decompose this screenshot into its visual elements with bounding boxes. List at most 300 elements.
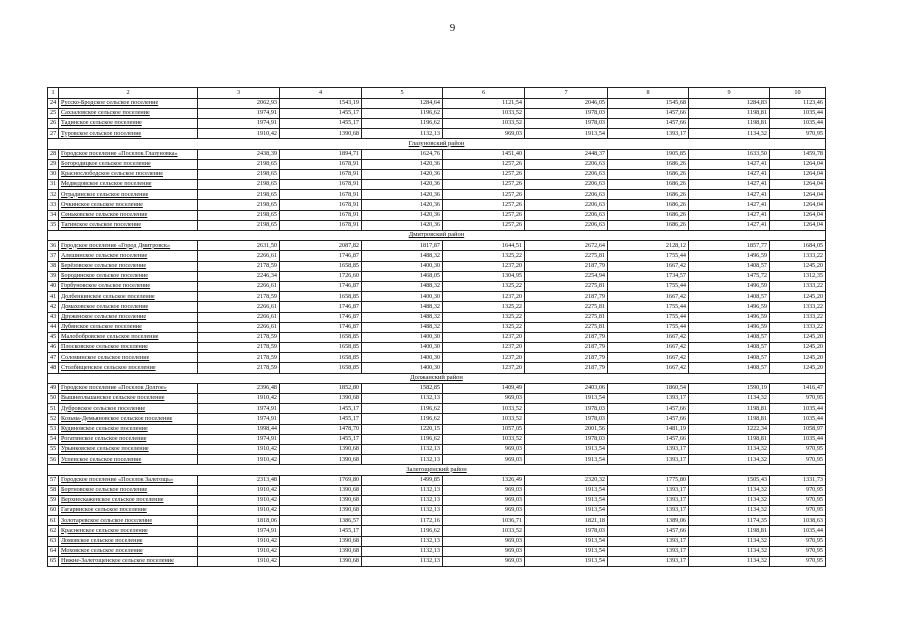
value-cell: 1667,42 xyxy=(608,353,689,363)
table-row xyxy=(48,200,826,210)
value-cell: 1331,73 xyxy=(770,475,826,485)
value-cell: 2403,06 xyxy=(525,383,608,393)
value-cell: 969,03 xyxy=(443,557,525,567)
row-number: 37 xyxy=(48,251,59,261)
value-cell: 2206,63 xyxy=(525,169,608,179)
row-number: 39 xyxy=(48,271,59,281)
table-row xyxy=(48,322,826,332)
value-cell: 1033,52 xyxy=(443,404,525,414)
value-cell: 1913,54 xyxy=(525,506,608,516)
table-row xyxy=(48,129,826,139)
row-number: 38 xyxy=(48,261,59,271)
table-row xyxy=(48,180,826,190)
settlement-name: Городское поселение «Город Дмитровск» xyxy=(59,241,198,251)
value-cell: 2178,59 xyxy=(198,261,280,271)
value-cell: 1420,36 xyxy=(362,180,443,190)
value-cell: 969,03 xyxy=(443,495,525,505)
value-cell: 1196,62 xyxy=(362,434,443,444)
table-row xyxy=(48,404,826,414)
row-number: 28 xyxy=(48,149,59,159)
value-cell: 1393,17 xyxy=(608,485,689,495)
value-cell: 2275,81 xyxy=(525,281,608,291)
value-cell: 1257,26 xyxy=(443,190,525,200)
value-cell: 1910,42 xyxy=(198,557,280,567)
table-row xyxy=(48,455,826,465)
value-cell: 1488,32 xyxy=(362,312,443,322)
value-cell: 1237,20 xyxy=(443,332,525,342)
settlement-name: Гагаринское сельское поселение xyxy=(59,506,198,516)
row-number: 52 xyxy=(48,414,59,424)
value-cell: 1427,41 xyxy=(689,220,770,230)
value-cell: 1910,42 xyxy=(198,536,280,546)
value-cell: 1420,36 xyxy=(362,190,443,200)
value-cell: 1257,26 xyxy=(443,180,525,190)
settlement-name: Очкинское сельское поселение xyxy=(59,200,198,210)
value-cell: 1325,22 xyxy=(443,251,525,261)
value-cell: 2206,63 xyxy=(525,159,608,169)
value-cell: 1455,17 xyxy=(280,108,362,118)
value-cell: 970,95 xyxy=(770,485,826,495)
value-cell: 1257,26 xyxy=(443,220,525,230)
value-cell: 2187,79 xyxy=(525,343,608,353)
table-row xyxy=(48,149,826,159)
value-cell: 1488,32 xyxy=(362,251,443,261)
value-cell: 1457,66 xyxy=(608,526,689,536)
row-number: 25 xyxy=(48,108,59,118)
table-row xyxy=(48,159,826,169)
value-cell: 2198,65 xyxy=(198,190,280,200)
value-cell: 1459,78 xyxy=(770,149,826,159)
value-cell: 1416,47 xyxy=(770,383,826,393)
value-cell: 1393,17 xyxy=(608,536,689,546)
table-row xyxy=(48,220,826,230)
value-cell: 1134,32 xyxy=(689,485,770,495)
value-cell: 1818,06 xyxy=(198,516,280,526)
value-cell: 1198,81 xyxy=(689,414,770,424)
value-cell: 1325,22 xyxy=(443,322,525,332)
settlement-name: Русско-Бродское сельское поселение xyxy=(59,98,198,108)
value-cell: 2206,63 xyxy=(525,210,608,220)
value-cell: 969,03 xyxy=(443,536,525,546)
tariff-table xyxy=(47,87,826,567)
value-cell: 1132,13 xyxy=(362,455,443,465)
settlement-name: Долбенкинское сельское поселение xyxy=(59,292,198,302)
value-cell: 969,03 xyxy=(443,506,525,516)
value-cell: 1658,85 xyxy=(280,343,362,353)
district-name: Должанский район xyxy=(48,373,826,383)
row-number: 59 xyxy=(48,495,59,505)
value-cell: 1478,70 xyxy=(280,424,362,434)
value-cell: 1420,36 xyxy=(362,169,443,179)
value-cell: 1198,81 xyxy=(689,526,770,536)
table-row xyxy=(48,251,826,261)
value-cell: 1667,42 xyxy=(608,292,689,302)
settlement-name: Тадинское сельское поселение xyxy=(59,118,198,128)
value-cell: 1393,17 xyxy=(608,129,689,139)
table-row xyxy=(48,424,826,434)
value-cell: 1678,91 xyxy=(280,200,362,210)
value-cell: 1468,05 xyxy=(362,271,443,281)
value-cell: 1132,13 xyxy=(362,495,443,505)
row-number: 43 xyxy=(48,312,59,322)
value-cell: 1389,06 xyxy=(608,516,689,526)
value-cell: 1325,22 xyxy=(443,312,525,322)
value-cell: 1312,35 xyxy=(770,271,826,281)
value-cell: 1667,42 xyxy=(608,343,689,353)
value-cell: 1726,60 xyxy=(280,271,362,281)
value-cell: 1913,54 xyxy=(525,485,608,495)
value-cell: 2062,93 xyxy=(198,98,280,108)
column-number-row xyxy=(48,88,826,99)
value-cell: 1035,44 xyxy=(770,414,826,424)
value-cell: 1852,80 xyxy=(280,383,362,393)
value-cell: 1910,42 xyxy=(198,495,280,505)
value-cell: 1196,62 xyxy=(362,118,443,128)
value-cell: 969,03 xyxy=(443,129,525,139)
value-cell: 1408,57 xyxy=(689,332,770,342)
value-cell: 1390,68 xyxy=(280,495,362,505)
row-number: 55 xyxy=(48,444,59,454)
table-row xyxy=(48,444,826,454)
value-cell: 1132,13 xyxy=(362,485,443,495)
row-number: 54 xyxy=(48,434,59,444)
column-number-cell: 7 xyxy=(525,88,608,99)
value-cell: 1237,20 xyxy=(443,261,525,271)
row-number: 48 xyxy=(48,363,59,373)
value-cell: 1686,26 xyxy=(608,159,689,169)
value-cell: 1172,16 xyxy=(362,516,443,526)
value-cell: 1427,41 xyxy=(689,169,770,179)
table-row xyxy=(48,271,826,281)
settlement-name: Тагинское сельское поселение xyxy=(59,220,198,230)
value-cell: 1427,41 xyxy=(689,190,770,200)
value-cell: 1198,81 xyxy=(689,434,770,444)
value-cell: 1245,20 xyxy=(770,261,826,271)
value-cell: 1910,42 xyxy=(198,394,280,404)
table-row xyxy=(48,190,826,200)
value-cell: 2198,65 xyxy=(198,180,280,190)
value-cell: 1658,85 xyxy=(280,292,362,302)
table-row xyxy=(48,108,826,118)
value-cell: 1257,26 xyxy=(443,159,525,169)
value-cell: 1134,32 xyxy=(689,506,770,516)
value-cell: 1390,68 xyxy=(280,394,362,404)
settlement-name: Плосковское сельское поселение xyxy=(59,343,198,353)
value-cell: 1035,44 xyxy=(770,434,826,444)
value-cell: 1257,26 xyxy=(443,210,525,220)
value-cell: 1427,41 xyxy=(689,159,770,169)
value-cell: 2206,63 xyxy=(525,220,608,230)
settlement-name: Ломовское сельское поселение xyxy=(59,536,198,546)
value-cell: 1264,04 xyxy=(770,169,826,179)
value-cell: 1817,87 xyxy=(362,241,443,251)
value-cell: 2266,61 xyxy=(198,302,280,312)
value-cell: 1678,91 xyxy=(280,180,362,190)
value-cell: 1910,42 xyxy=(198,485,280,495)
value-cell: 1220,15 xyxy=(362,424,443,434)
value-cell: 1264,04 xyxy=(770,190,826,200)
value-cell: 2178,59 xyxy=(198,292,280,302)
table-row xyxy=(48,536,826,546)
value-cell: 1455,17 xyxy=(280,526,362,536)
value-cell: 1420,36 xyxy=(362,220,443,230)
value-cell: 970,95 xyxy=(770,129,826,139)
row-number: 41 xyxy=(48,292,59,302)
table-row xyxy=(48,414,826,424)
value-cell: 1264,04 xyxy=(770,159,826,169)
value-cell: 1390,68 xyxy=(280,506,362,516)
value-cell: 2254,94 xyxy=(525,271,608,281)
value-cell: 1658,85 xyxy=(280,363,362,373)
value-cell: 1333,22 xyxy=(770,281,826,291)
row-number: 47 xyxy=(48,353,59,363)
value-cell: 2266,61 xyxy=(198,281,280,291)
row-number: 44 xyxy=(48,322,59,332)
settlement-name: Успенское сельское поселение xyxy=(59,455,198,465)
value-cell: 2266,61 xyxy=(198,251,280,261)
value-cell: 1451,40 xyxy=(443,149,525,159)
value-cell: 2178,59 xyxy=(198,353,280,363)
value-cell: 2396,48 xyxy=(198,383,280,393)
value-cell: 970,95 xyxy=(770,506,826,516)
value-cell: 1198,81 xyxy=(689,108,770,118)
settlement-name: Козьма-Демьяновское сельское поселение xyxy=(59,414,198,424)
table-row xyxy=(48,281,826,291)
district-header-row xyxy=(48,465,826,475)
value-cell: 969,03 xyxy=(443,455,525,465)
table-row xyxy=(48,546,826,556)
value-cell: 1857,77 xyxy=(689,241,770,251)
value-cell: 1264,04 xyxy=(770,210,826,220)
value-cell: 2001,56 xyxy=(525,424,608,434)
value-cell: 1974,91 xyxy=(198,404,280,414)
value-cell: 1325,22 xyxy=(443,302,525,312)
value-cell: 2128,12 xyxy=(608,241,689,251)
value-cell: 1132,13 xyxy=(362,506,443,516)
value-cell: 2046,05 xyxy=(525,98,608,108)
value-cell: 1134,32 xyxy=(689,394,770,404)
value-cell: 1686,26 xyxy=(608,169,689,179)
value-cell: 1860,54 xyxy=(608,383,689,393)
table-row xyxy=(48,394,826,404)
settlement-name: Кудиновское сельское поселение xyxy=(59,424,198,434)
column-number-cell: 6 xyxy=(443,88,525,99)
value-cell: 970,95 xyxy=(770,495,826,505)
value-cell: 1746,87 xyxy=(280,312,362,322)
page-number: 9 xyxy=(449,22,456,34)
value-cell: 1746,87 xyxy=(280,302,362,312)
value-cell: 1455,17 xyxy=(280,414,362,424)
value-cell: 1134,32 xyxy=(689,495,770,505)
table-row xyxy=(48,495,826,505)
value-cell: 1998,44 xyxy=(198,424,280,434)
row-number: 33 xyxy=(48,200,59,210)
table-row xyxy=(48,312,826,322)
value-cell: 1667,42 xyxy=(608,363,689,373)
value-cell: 2187,79 xyxy=(525,332,608,342)
value-cell: 1910,42 xyxy=(198,546,280,556)
value-cell: 1457,66 xyxy=(608,414,689,424)
value-cell: 1033,52 xyxy=(443,526,525,536)
value-cell: 1196,62 xyxy=(362,404,443,414)
value-cell: 1257,26 xyxy=(443,200,525,210)
settlement-name: Городское поселение «Поселок Глазуновка» xyxy=(59,149,198,159)
value-cell: 1035,44 xyxy=(770,526,826,536)
row-number: 27 xyxy=(48,129,59,139)
value-cell: 1910,42 xyxy=(198,444,280,454)
district-name: Дмитровский район xyxy=(48,231,826,241)
value-cell: 1913,54 xyxy=(525,394,608,404)
value-cell: 1894,71 xyxy=(280,149,362,159)
value-cell: 1496,59 xyxy=(689,322,770,332)
settlement-name: Городское поселение «Поселок Долгое» xyxy=(59,383,198,393)
value-cell: 1245,20 xyxy=(770,343,826,353)
value-cell: 1174,35 xyxy=(689,516,770,526)
value-cell: 1658,85 xyxy=(280,332,362,342)
value-cell: 2275,81 xyxy=(525,312,608,322)
value-cell: 2198,65 xyxy=(198,210,280,220)
value-cell: 1457,66 xyxy=(608,118,689,128)
row-number: 50 xyxy=(48,394,59,404)
row-number: 53 xyxy=(48,424,59,434)
value-cell: 1905,85 xyxy=(608,149,689,159)
row-number: 45 xyxy=(48,332,59,342)
value-cell: 1264,04 xyxy=(770,200,826,210)
value-cell: 1036,71 xyxy=(443,516,525,526)
value-cell: 1488,32 xyxy=(362,302,443,312)
value-cell: 1134,32 xyxy=(689,557,770,567)
value-cell: 969,03 xyxy=(443,444,525,454)
row-number: 30 xyxy=(48,169,59,179)
value-cell: 2187,79 xyxy=(525,353,608,363)
value-cell: 1678,91 xyxy=(280,210,362,220)
value-cell: 1543,19 xyxy=(280,98,362,108)
value-cell: 1667,42 xyxy=(608,332,689,342)
value-cell: 1132,13 xyxy=(362,557,443,567)
value-cell: 1913,54 xyxy=(525,455,608,465)
value-cell: 1393,17 xyxy=(608,506,689,516)
value-cell: 1978,03 xyxy=(525,118,608,128)
value-cell: 2198,65 xyxy=(198,220,280,230)
settlement-name: Столбищенское сельское поселение xyxy=(59,363,198,373)
value-cell: 2275,81 xyxy=(525,251,608,261)
row-number: 32 xyxy=(48,190,59,200)
value-cell: 1910,42 xyxy=(198,129,280,139)
value-cell: 1408,57 xyxy=(689,292,770,302)
value-cell: 1408,57 xyxy=(689,261,770,271)
value-cell: 2187,79 xyxy=(525,261,608,271)
district-header-row xyxy=(48,373,826,383)
value-cell: 1457,66 xyxy=(608,108,689,118)
value-cell: 1245,20 xyxy=(770,353,826,363)
settlement-name: Вышнеольшанское сельское поселение xyxy=(59,394,198,404)
value-cell: 1678,91 xyxy=(280,220,362,230)
value-cell: 1400,30 xyxy=(362,292,443,302)
settlement-name: Городское поселение «Поселок Залегощь» xyxy=(59,475,198,485)
value-cell: 1913,54 xyxy=(525,557,608,567)
district-header-row xyxy=(48,139,826,149)
value-cell: 1035,44 xyxy=(770,404,826,414)
value-cell: 1121,54 xyxy=(443,98,525,108)
row-number: 49 xyxy=(48,383,59,393)
value-cell: 2246,34 xyxy=(198,271,280,281)
settlement-name: Бородинское сельское поселение xyxy=(59,271,198,281)
settlement-name: Сахзаловское сельское поселение xyxy=(59,108,198,118)
settlement-name: Домаховское сельское поселение xyxy=(59,302,198,312)
value-cell: 1427,41 xyxy=(689,180,770,190)
value-cell: 1326,49 xyxy=(443,475,525,485)
value-cell: 1409,49 xyxy=(443,383,525,393)
value-cell: 1481,19 xyxy=(608,424,689,434)
value-cell: 2187,79 xyxy=(525,292,608,302)
district-name: Глазуновский район xyxy=(48,139,826,149)
value-cell: 1624,76 xyxy=(362,149,443,159)
value-cell: 1245,20 xyxy=(770,332,826,342)
value-cell: 1058,97 xyxy=(770,424,826,434)
value-cell: 969,03 xyxy=(443,394,525,404)
value-cell: 1400,30 xyxy=(362,363,443,373)
table-row xyxy=(48,332,826,342)
value-cell: 1590,19 xyxy=(689,383,770,393)
row-number: 64 xyxy=(48,546,59,556)
settlement-name: Дубровское сельское поселение xyxy=(59,404,198,414)
value-cell: 1775,80 xyxy=(608,475,689,485)
value-cell: 2087,82 xyxy=(280,241,362,251)
row-number: 61 xyxy=(48,516,59,526)
column-number-cell: 3 xyxy=(198,88,280,99)
value-cell: 1132,13 xyxy=(362,394,443,404)
row-number: 29 xyxy=(48,159,59,169)
value-cell: 1264,04 xyxy=(770,220,826,230)
value-cell: 1488,32 xyxy=(362,322,443,332)
value-cell: 970,95 xyxy=(770,546,826,556)
column-number-cell: 2 xyxy=(59,88,198,99)
value-cell: 1755,44 xyxy=(608,322,689,332)
value-cell: 2206,63 xyxy=(525,200,608,210)
value-cell: 1455,17 xyxy=(280,118,362,128)
value-cell: 1734,57 xyxy=(608,271,689,281)
value-cell: 1400,30 xyxy=(362,261,443,271)
row-number: 65 xyxy=(48,557,59,567)
value-cell: 1913,54 xyxy=(525,495,608,505)
value-cell: 1769,80 xyxy=(280,475,362,485)
value-cell: 1134,32 xyxy=(689,129,770,139)
value-cell: 1974,91 xyxy=(198,434,280,444)
value-cell: 1333,22 xyxy=(770,251,826,261)
row-number: 51 xyxy=(48,404,59,414)
value-cell: 1475,72 xyxy=(689,271,770,281)
row-number: 46 xyxy=(48,343,59,353)
value-cell: 1134,32 xyxy=(689,546,770,556)
value-cell: 1198,81 xyxy=(689,118,770,128)
value-cell: 1755,44 xyxy=(608,312,689,322)
value-cell: 1393,17 xyxy=(608,495,689,505)
value-cell: 1390,68 xyxy=(280,485,362,495)
value-cell: 1304,95 xyxy=(443,271,525,281)
settlement-name: Туровское сельское поселение xyxy=(59,129,198,139)
table-row xyxy=(48,506,826,516)
value-cell: 2178,59 xyxy=(198,363,280,373)
value-cell: 1390,68 xyxy=(280,129,362,139)
row-number: 35 xyxy=(48,220,59,230)
value-cell: 1978,03 xyxy=(525,108,608,118)
value-cell: 1686,26 xyxy=(608,220,689,230)
table-row xyxy=(48,557,826,567)
table-row xyxy=(48,302,826,312)
value-cell: 1038,63 xyxy=(770,516,826,526)
settlement-name: Сеньковское сельское поселение xyxy=(59,210,198,220)
value-cell: 1686,26 xyxy=(608,190,689,200)
